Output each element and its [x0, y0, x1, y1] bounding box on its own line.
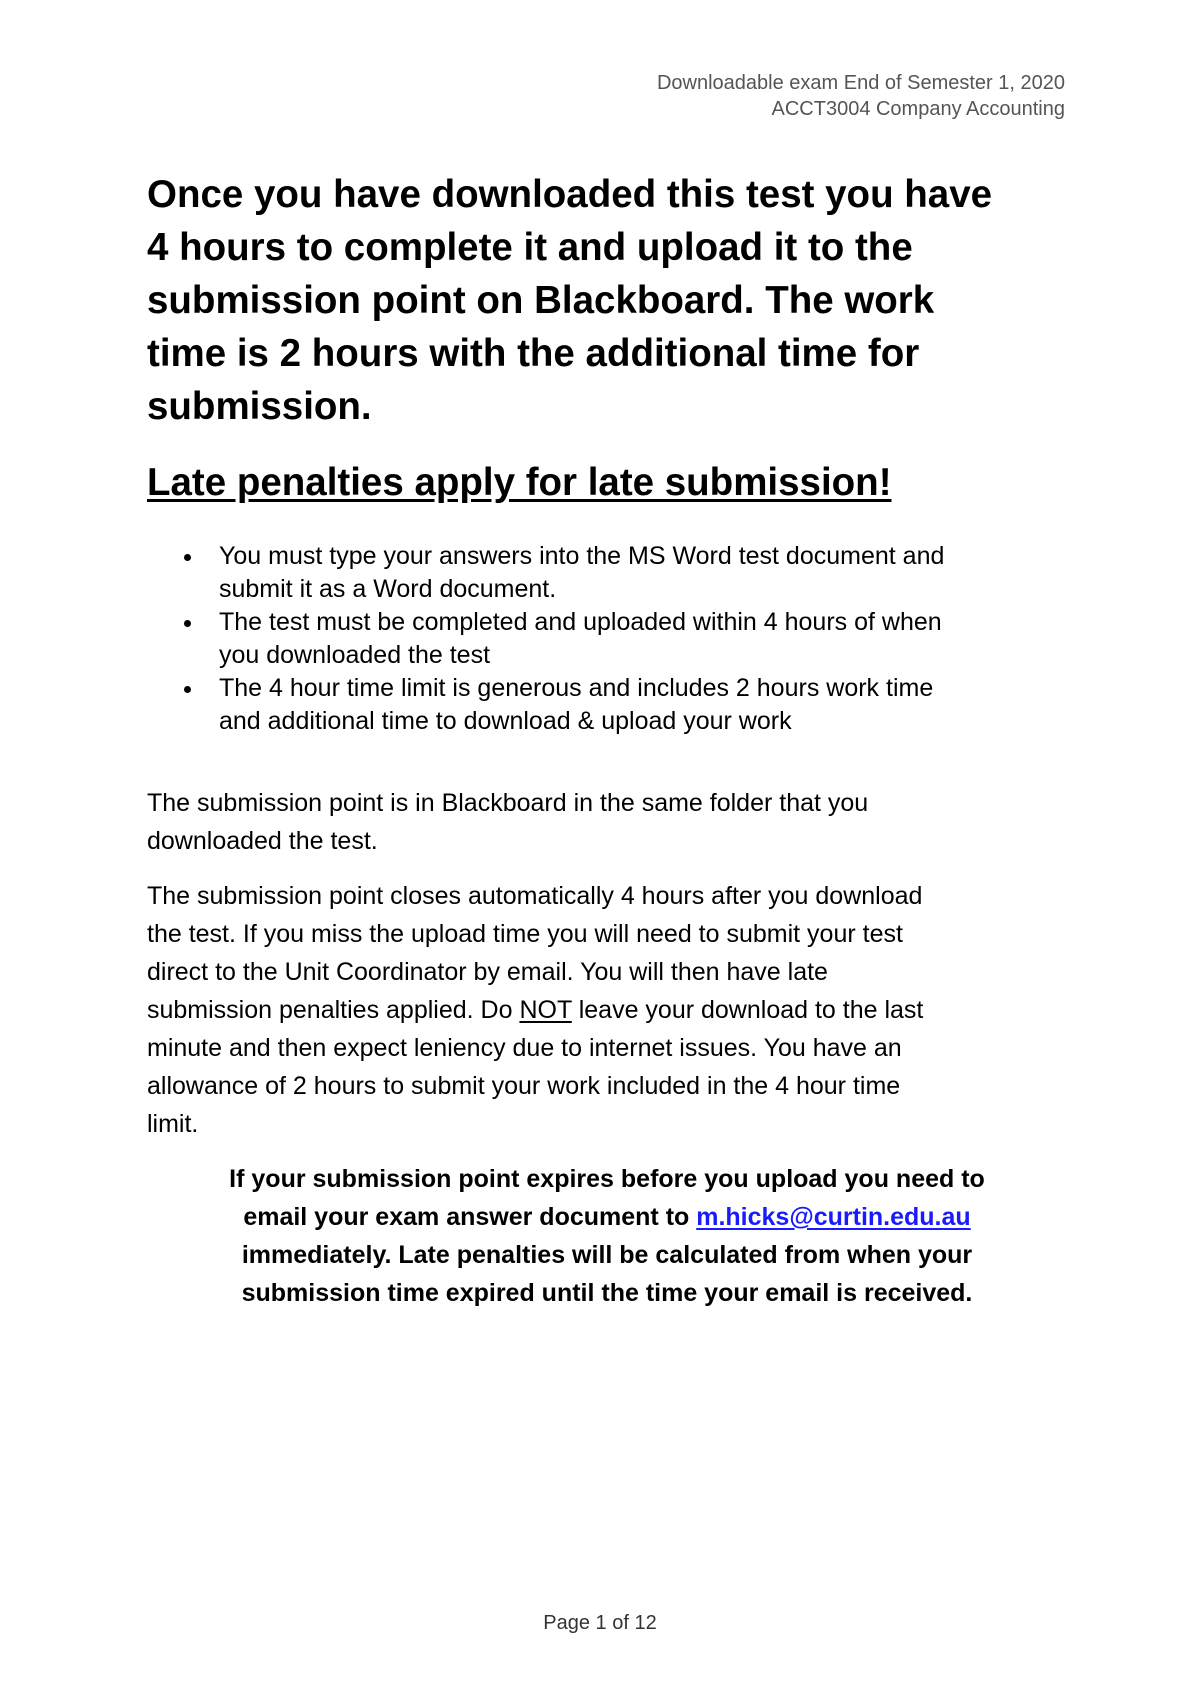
paragraph-line: allowance of 2 hours to submit your work included in the 4 hour time [147, 1072, 901, 1100]
header-exam-line: Downloadable exam End of Semester 1, 2020 [656, 72, 1065, 94]
list-item-text: and additional time to download & upload your work [219, 707, 792, 735]
submission-location-paragraph [147, 784, 1067, 860]
page-title [147, 168, 1067, 433]
title-line: submission point on Blackboard. The work [147, 279, 935, 322]
title-line: submission. [147, 385, 372, 428]
list-item-text: submit it as a Word document. [219, 575, 557, 603]
paragraph-line: downloaded the test. [147, 827, 378, 855]
notice-line: If your submission point expires before you upload you need to [229, 1165, 985, 1193]
title-line: 4 hours to complete it and upload it to the [147, 226, 913, 269]
list-item-text: You must type your answers into the MS Word test document and [219, 542, 945, 570]
paragraph-line: leave your download to the last [571, 996, 924, 1024]
late-penalty-heading: Late penalties apply for late submission! [147, 461, 892, 504]
instructions-list [147, 540, 1067, 738]
paragraph-line: minute and then expect leniency due to internet issues. You have an [147, 1034, 902, 1062]
list-item-text: you downloaded the test [219, 641, 491, 669]
list-item-text: The 4 hour time limit is generous and includes 2 hours work time [219, 674, 934, 702]
list-item [147, 540, 1067, 606]
notice-line: email your exam answer document to [243, 1203, 697, 1231]
paragraph-line: limit. [147, 1110, 199, 1138]
notice-line: submission time expired until the time your email is received. [241, 1279, 973, 1307]
bullet-icon [184, 686, 191, 693]
list-item [147, 672, 1067, 738]
title-line: time is 2 hours with the additional time for [147, 332, 920, 375]
paragraph-line: the test. If you miss the upload time you will need to submit your test [147, 920, 903, 948]
paragraph-line: The submission point closes automatically 4 hours after you download [147, 882, 923, 910]
paragraph-line: submission penalties applied. Do [147, 996, 520, 1024]
page-number: Page 1 of 12 [543, 1612, 657, 1634]
page-header [657, 70, 1065, 122]
title-line: Once you have downloaded this test you have [147, 173, 993, 216]
list-item-text: The test must be completed and uploaded within 4 hours of when [219, 608, 942, 636]
bullet-icon [184, 554, 191, 561]
email-notice [147, 1160, 1067, 1312]
list-item [147, 606, 1067, 672]
paragraph-line: The submission point is in Blackboard in the same folder that you [147, 789, 869, 817]
notice-line: immediately. Late penalties will be calculated from when your [241, 1241, 973, 1269]
bullet-icon [184, 620, 191, 627]
header-course-line: ACCT3004 Company Accounting [771, 98, 1065, 120]
submission-closing-paragraph [147, 877, 1067, 1143]
emphasis-not: NOT [519, 996, 572, 1024]
page-content [147, 168, 1067, 1312]
paragraph-line: direct to the Unit Coordinator by email. You will then have late [147, 958, 828, 986]
coordinator-email-link[interactable]: m.hicks@curtin.edu.au [696, 1203, 971, 1231]
